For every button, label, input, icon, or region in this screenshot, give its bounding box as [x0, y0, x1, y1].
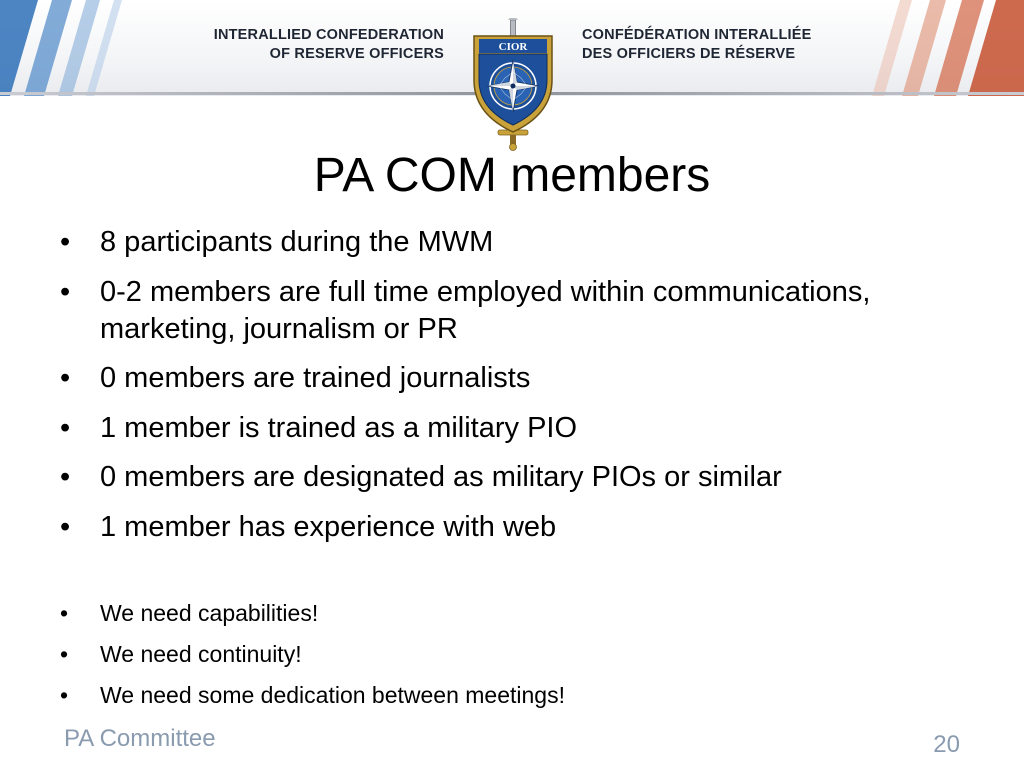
bullet-text: 1 member is trained as a military PIO [100, 411, 578, 444]
bullet-text: We need capabilities! [100, 600, 319, 626]
list-item [0, 224, 920, 261]
bullet-icon: • [60, 600, 69, 626]
bullet-icon: • [60, 682, 69, 708]
org-name-en-line-2: OF RESERVE OFFICERS [269, 46, 444, 62]
bullet-icon: • [60, 275, 71, 308]
org-name-english [214, 26, 444, 64]
org-name-fr-line-1: CONFÉDÉRATION INTERALLIÉE [582, 27, 812, 43]
bullet-text: 1 member has experience with web [100, 510, 557, 543]
page-number: 20 [933, 731, 960, 758]
org-name-french [582, 26, 811, 64]
bullet-icon: • [60, 641, 69, 667]
footer-label: PA Committee [64, 725, 216, 752]
cior-emblem-logo [468, 18, 558, 152]
bullet-text: We need some dedication between meetings! [100, 682, 565, 708]
list-item [0, 360, 920, 397]
bullet-icon: • [60, 362, 71, 394]
main-bullet-list [0, 224, 920, 558]
list-item [0, 598, 920, 628]
secondary-bullet-list [0, 598, 920, 721]
bullet-text: We need continuity! [100, 641, 302, 667]
bullet-text: 0 members are designated as military PIOs or similar [100, 461, 782, 493]
bullet-text: 8 participants during the MWM [100, 226, 494, 258]
list-item [0, 459, 920, 496]
bullet-icon: • [60, 510, 71, 543]
list-item [0, 639, 920, 669]
list-item [0, 410, 920, 447]
list-item [0, 509, 920, 546]
org-name-en-line-1: INTERALLIED CONFEDERATION [213, 27, 444, 43]
list-item [0, 680, 920, 710]
list-item [0, 274, 920, 348]
slide-title: PA COM members [313, 149, 711, 202]
bullet-icon: • [60, 461, 71, 493]
emblem-label: CIOR [498, 41, 528, 53]
bullet-icon: • [60, 226, 71, 258]
bullet-text: 0 members are trained journalists [100, 362, 531, 394]
bullet-text: 0-2 members are full time employed within communications, marketing, journalism or PR [100, 275, 871, 345]
bullet-icon: • [60, 411, 71, 444]
org-name-fr-line-2: DES OFFICIERS DE RÉSERVE [582, 46, 796, 62]
